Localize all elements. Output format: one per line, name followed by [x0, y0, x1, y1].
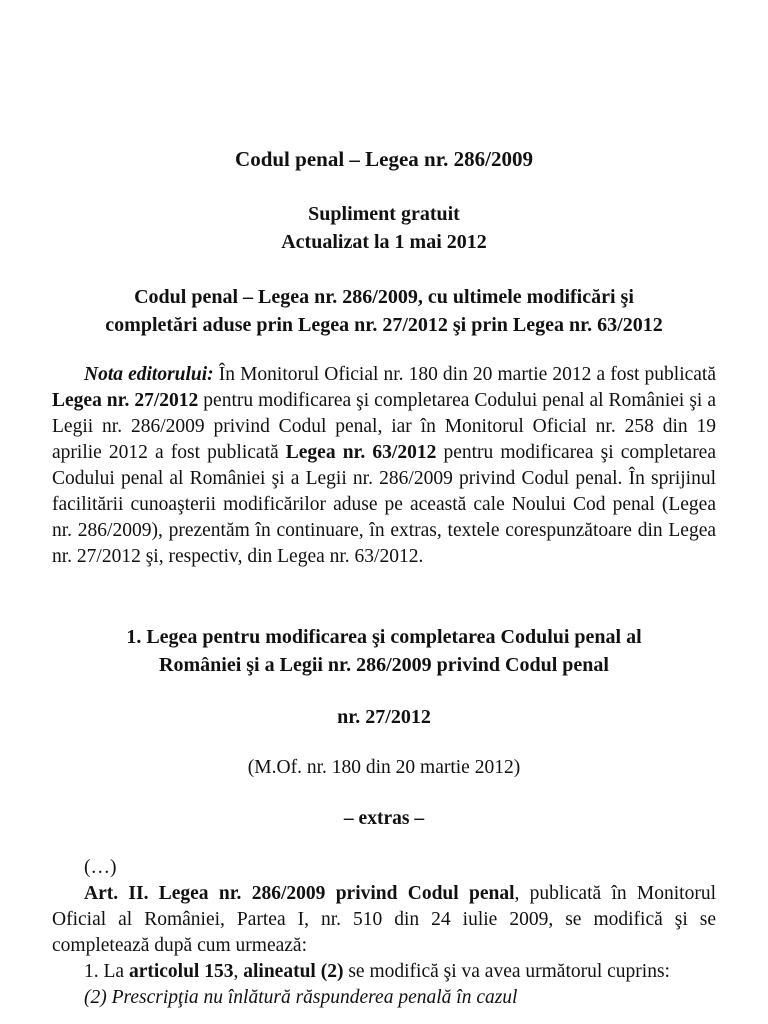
note-text-1: În Monitorul Oficial nr. 180 din 20 martie 2012 a fost publicată: [213, 364, 716, 385]
note-text-3: pentru modificarea şi completarea Codului penal al României şi a Legii nr. 286/2009 privind Codul penal. În sprijinul facilitării cunoaşterii modificărilor aduse pe această cale Noului Cod penal (Legea nr. 286/2009), prezentăm în continuare, în extras, textele corespunzătoare din Legea nr. 27/2012 şi, respectiv, din Legea nr. 63/2012.: [52, 442, 716, 567]
editor-note-label: Nota editorului:: [84, 364, 214, 385]
item-1-paragraph: alineatul (2): [243, 961, 344, 982]
subtitle-line-1: Codul penal – Legea nr. 286/2009, cu ultimele modificări şi: [134, 286, 634, 308]
item-1-text-2: ,: [233, 961, 244, 982]
article-ii: [52, 881, 716, 959]
item-1-text-3: se modifică şi va avea următorul cuprins:: [343, 961, 670, 982]
article-ii-heading: Art. II. Legea nr. 286/2009 privind Codul penal: [84, 883, 515, 904]
section-1-line-1: 1. Legea pentru modificarea şi completarea Codului penal al: [126, 626, 642, 648]
law-body: [52, 855, 716, 1011]
law-number: nr. 27/2012: [337, 706, 431, 728]
item-1-quote: (2) Prescripţia nu înlătură răspunderea penală în cazul: [84, 987, 518, 1008]
editor-note: [52, 362, 716, 570]
document-title: Codul penal – Legea nr. 286/2009: [235, 147, 533, 171]
note-law-63: Legea nr. 63/2012: [285, 442, 437, 463]
subtitle-line-2: completări aduse prin Legea nr. 27/2012 şi prin Legea nr. 63/2012: [105, 314, 663, 336]
item-1-article: articolul 153: [128, 961, 234, 982]
article-ii-text: , publicată în Monitorul Oficial al României, Partea I, nr. 510 din 24 iulie 2009, se modifică şi se completează după cum urmează:: [52, 883, 716, 956]
item-1: [52, 959, 716, 985]
supplement-header: [52, 200, 716, 256]
section-1-heading: [52, 623, 716, 679]
item-1-text-1: 1. La: [84, 961, 129, 982]
updated-date: Actualizat la 1 mai 2012: [281, 231, 487, 253]
note-law-27: Legea nr. 27/2012: [52, 390, 199, 411]
ellipsis: (…): [84, 857, 117, 878]
note-text-2: pentru modificarea şi completarea Codului penal al României şi a Legii nr. 286/2009 privind Codul penal, iar în Monitorul Oficial nr. 258 din 19 aprilie 2012 a fost publicată: [52, 390, 716, 463]
official-gazette-ref: (M.Of. nr. 180 din 20 martie 2012): [247, 757, 521, 778]
supplement-label: Supliment gratuit: [308, 203, 460, 225]
document-subtitle: [52, 283, 716, 339]
section-1-line-2: României şi a Legii nr. 286/2009 privind Codul penal: [159, 654, 609, 676]
extract-label: – extras –: [343, 808, 425, 829]
